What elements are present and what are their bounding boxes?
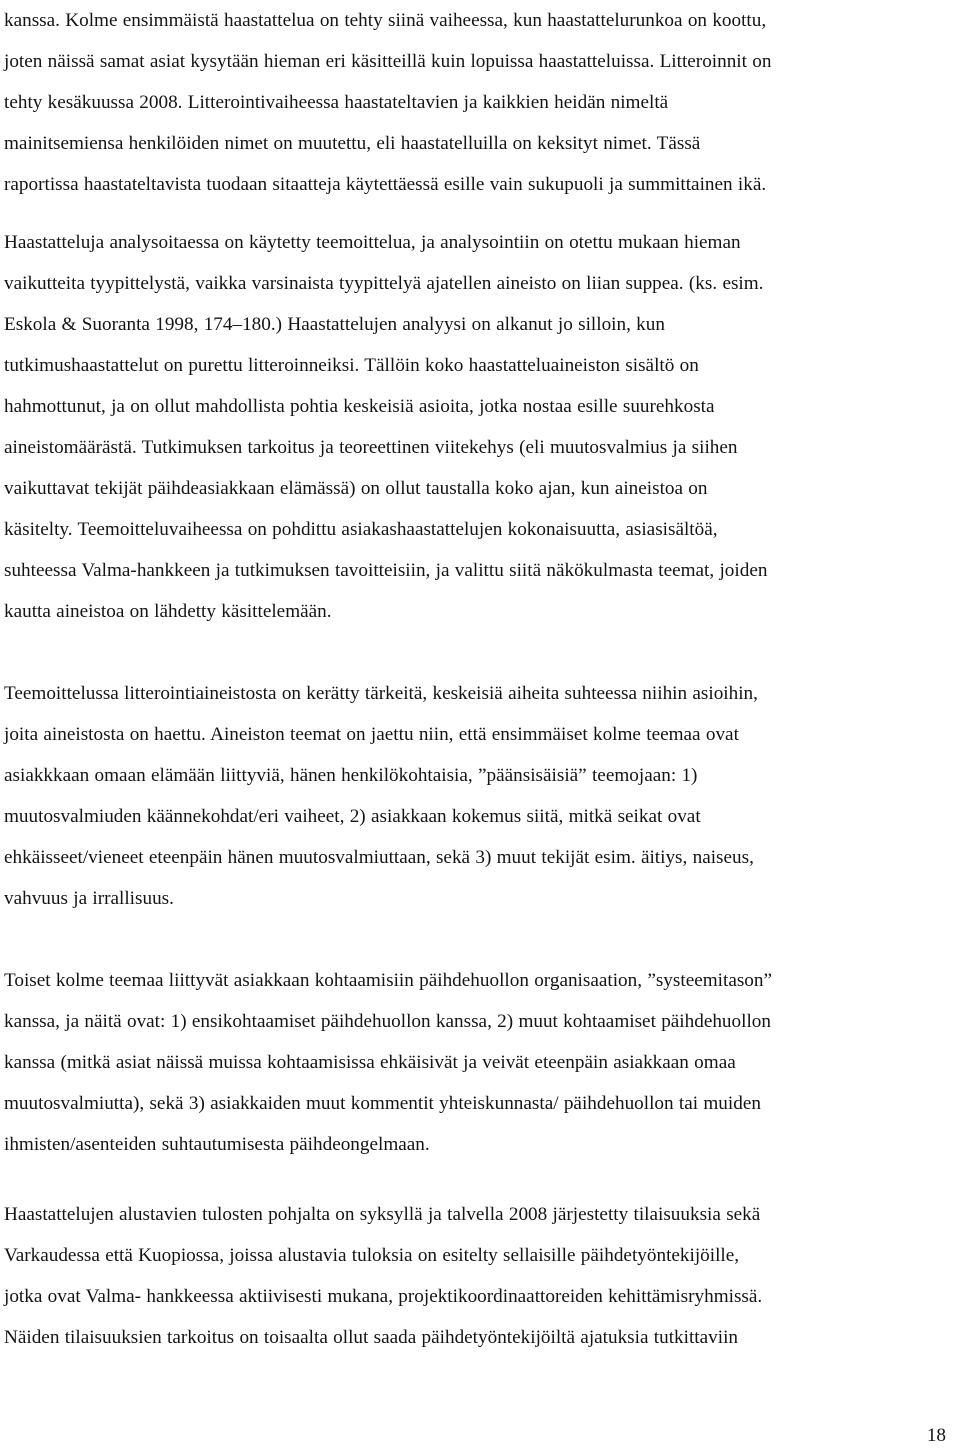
paragraph-line: Haastattelujen alustavien tulosten pohjalta on syksyllä ja talvella 2008 järjestetty tilaisuuksia sekä bbox=[4, 1204, 761, 1225]
paragraph-line: Haastatteluja analysoitaessa on käytetty teemoittelua, ja analysointiin on otettu mukaan hieman bbox=[4, 232, 741, 253]
paragraph-line: Eskola & Suoranta 1998, 174–180.) Haastattelujen analyysi on alkanut jo silloin, kun bbox=[4, 314, 665, 335]
paragraph-line: vahvuus ja irrallisuus. bbox=[4, 888, 174, 909]
paragraph-1 bbox=[4, 0, 952, 205]
paragraph-line: ihmisten/asenteiden suhtautumisesta päihdeongelmaan. bbox=[4, 1134, 430, 1155]
paragraph-line: kanssa (mitkä asiat näissä muissa kohtaamisissa ehkäisivät ja veivät eteenpäin asiakkaan omaa bbox=[4, 1052, 736, 1073]
paragraph-line: suhteessa Valma-hankkeen ja tutkimuksen tavoitteisiin, ja valittu siitä näkökulmasta teemat, joiden bbox=[4, 560, 768, 581]
paragraph-line: käsitelty. Teemoitteluvaiheessa on pohdittu asiakashaastattelujen kokonaisuutta, asiasisältöä, bbox=[4, 519, 718, 540]
paragraph-line: muutosvalmiuden käännekohdat/eri vaiheet, 2) asiakkaan kokemus siitä, mitkä seikat ovat bbox=[4, 806, 701, 827]
paragraph-line: joten näissä samat asiat kysytään hieman eri käsitteillä kuin lopuissa haastatteluissa. Litteroinnit on bbox=[4, 51, 772, 72]
paragraph-line: raportissa haastateltavista tuodaan sitaatteja käytettäessä esille vain sukupuoli ja summittainen ikä. bbox=[4, 174, 767, 195]
paragraph-line: jotka ovat Valma- hankkeessa aktiivisesti mukana, projektikoordinaattoreiden kehittämisryhmissä. bbox=[4, 1286, 763, 1307]
paragraph-line: aineistomäärästä. Tutkimuksen tarkoitus ja teoreettinen viitekehys (eli muutosvalmius ja siihen bbox=[4, 437, 738, 458]
paragraph-2 bbox=[4, 222, 952, 632]
paragraph-line: tehty kesäkuussa 2008. Litterointivaiheessa haastateltavien ja kaikkien heidän nimeltä bbox=[4, 92, 669, 113]
paragraph-3 bbox=[4, 673, 952, 919]
page-number: 18 bbox=[926, 1425, 946, 1446]
paragraph-line: asiakkkaan omaan elämään liittyviä, hänen henkilökohtaisia, ”päänsisäisiä” teemojaan: 1) bbox=[4, 765, 698, 786]
paragraph-4 bbox=[4, 960, 952, 1165]
paragraph-line: vaikutteita tyypittelystä, vaikka varsinaista tyypittelyä ajatellen aineisto on liian suppea. (ks. esim. bbox=[4, 273, 764, 294]
paragraph-line: mainitsemiensa henkilöiden nimet on muutettu, eli haastatelluilla on keksityt nimet. Tässä bbox=[4, 133, 701, 154]
paragraph-line: Teemoittelussa litterointiaineistosta on kerätty tärkeitä, keskeisiä aiheita suhteessa niihin asioihin, bbox=[4, 683, 758, 704]
paragraph-line: kanssa. Kolme ensimmäistä haastattelua on tehty siinä vaiheessa, kun haastattelurunkoa on koottu, bbox=[4, 10, 767, 31]
paragraph-line: ehkäisseet/vieneet eteenpäin hänen muutosvalmiuttaan, sekä 3) muut tekijät esim. äitiys, naiseus, bbox=[4, 847, 754, 868]
paragraph-line: kanssa, ja näitä ovat: 1) ensikohtaamiset päihdehuollon kanssa, 2) muut kohtaamiset päihdehuollon bbox=[4, 1011, 771, 1032]
paragraph-line: vaikuttavat tekijät päihdeasiakkaan elämässä) on ollut taustalla koko ajan, kun aineistoa on bbox=[4, 478, 708, 499]
paragraph-line: muutosvalmiutta), sekä 3) asiakkaiden muut kommentit yhteiskunnasta/ päihdehuollon tai muiden bbox=[4, 1093, 761, 1114]
paragraph-line: hahmottunut, ja on ollut mahdollista pohtia keskeisiä asioita, jotka nostaa esille suurehkosta bbox=[4, 396, 715, 417]
paragraph-line: Toiset kolme teemaa liittyvät asiakkaan kohtaamisiin päihdehuollon organisaation, ”systeemitason” bbox=[4, 970, 773, 991]
paragraph-5 bbox=[4, 1194, 952, 1358]
paragraph-line: joita aineistosta on haettu. Aineiston teemat on jaettu niin, että ensimmäiset kolme teemaa ovat bbox=[4, 724, 739, 745]
paragraph-line: tutkimushaastattelut on purettu litteroinneiksi. Tällöin koko haastatteluaineiston sisältö on bbox=[4, 355, 699, 376]
paragraph-line: Näiden tilaisuuksien tarkoitus on toisaalta ollut saada päihdetyöntekijöiltä ajatuksia tutkittaviin bbox=[4, 1327, 738, 1348]
paragraph-line: Varkaudessa että Kuopiossa, joissa alustavia tuloksia on esitelty sellaisille päihdetyöntekijöille, bbox=[4, 1245, 740, 1266]
paragraph-line: kautta aineistoa on lähdetty käsittelemään. bbox=[4, 601, 332, 622]
